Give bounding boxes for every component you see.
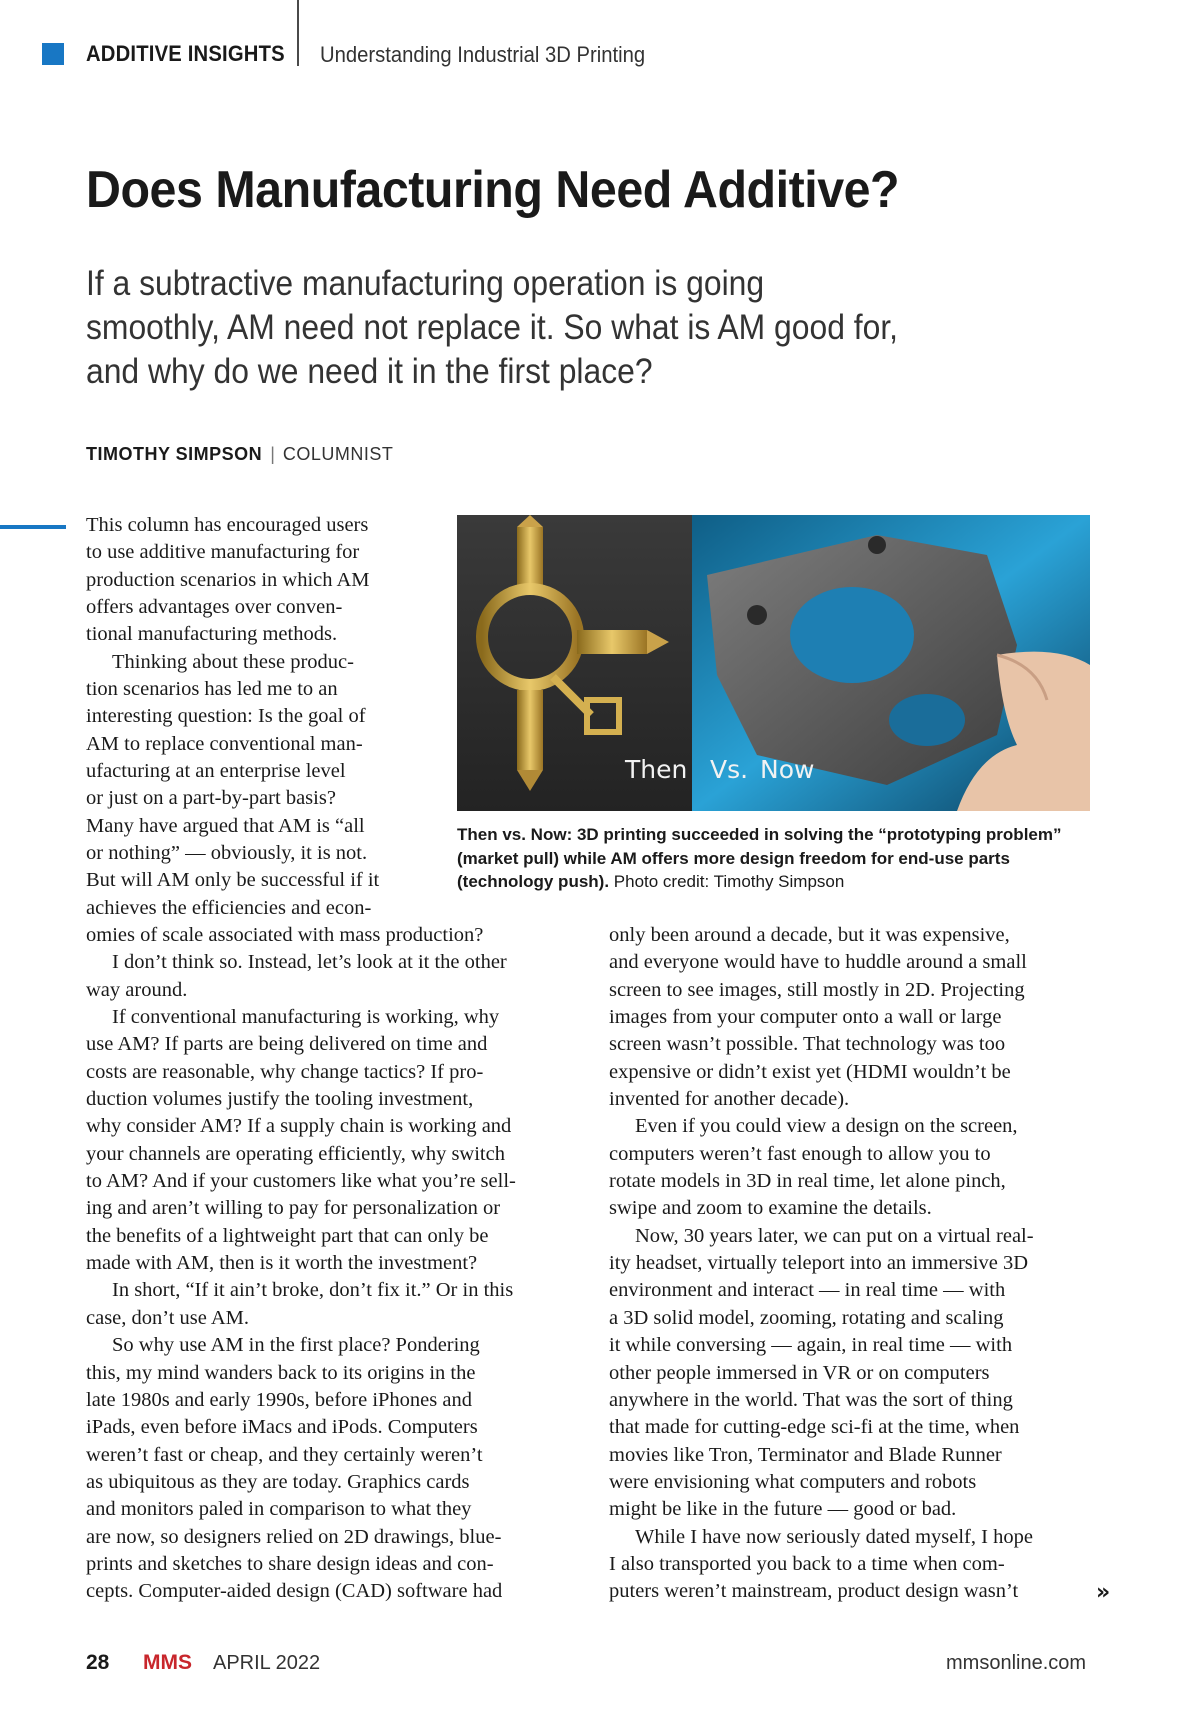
continue-arrow-icon: » bbox=[1096, 1580, 1111, 1605]
body-line: duction volumes justify the tooling investment, bbox=[86, 1088, 474, 1111]
body-line: images from your computer onto a wall or large bbox=[609, 1006, 1002, 1029]
body-line: it while conversing — again, in real time — with bbox=[609, 1334, 1013, 1357]
body-line: anywhere in the world. That was the sort of thing bbox=[609, 1388, 1013, 1411]
section-subtitle: Understanding Industrial 3D Printing bbox=[320, 42, 646, 67]
body-line: This column has encouraged users bbox=[86, 514, 369, 536]
body-line: to use additive manufacturing for bbox=[86, 541, 360, 564]
body-line: offers advantages over conven- bbox=[86, 596, 343, 619]
page-number: 28 bbox=[86, 1651, 110, 1674]
body-line: I don’t think so. Instead, let’s look at it the other bbox=[112, 951, 507, 974]
body-line: Even if you could view a design on the screen, bbox=[635, 1115, 1018, 1138]
body-line: environment and interact — in real time — with bbox=[609, 1279, 1006, 1302]
body-line: that made for cutting-edge sci-fi at the time, when bbox=[609, 1416, 1020, 1439]
body-line: I also transported you back to a time when com- bbox=[609, 1552, 1005, 1575]
body-line: made with AM, then is it worth the investment? bbox=[86, 1252, 478, 1275]
body-line: other people immersed in VR or on computers bbox=[609, 1361, 990, 1384]
issue-date: APRIL 2022 bbox=[213, 1652, 321, 1674]
body-line: costs are reasonable, why change tactics? If pro- bbox=[86, 1060, 484, 1083]
overlay-now: Now bbox=[760, 755, 815, 784]
body-line: expensive or didn’t exist yet (HDMI wouldn’t be bbox=[609, 1060, 1011, 1083]
article-deck bbox=[86, 262, 932, 394]
body-line: production scenarios in which AM bbox=[86, 568, 370, 591]
body-line: screen to see images, still mostly in 2D. Projecting bbox=[609, 978, 1025, 1001]
body-line: only been around a decade, but it was expensive, bbox=[609, 924, 1010, 946]
deck-line: If a subtractive manufacturing operation is going bbox=[86, 264, 765, 303]
body-line: way around. bbox=[86, 978, 188, 1001]
body-line: might be like in the future — good or bad. bbox=[609, 1498, 957, 1521]
body-line: tion scenarios has led me to an bbox=[86, 678, 338, 701]
body-line: weren’t fast or cheap, and they certainly weren’t bbox=[86, 1443, 483, 1466]
article-title: Does Manufacturing Need Additive? bbox=[86, 161, 900, 219]
body-line: So why use AM in the first place? Pondering bbox=[112, 1334, 480, 1357]
body-line: this, my mind wanders back to its origins in the bbox=[86, 1361, 476, 1384]
body-line: or just on a part-by-part basis? bbox=[86, 787, 336, 810]
body-line: AM to replace conventional man- bbox=[86, 732, 363, 755]
then-vs-now-photo bbox=[457, 515, 1090, 811]
body-line: achieves the efficiencies and econ- bbox=[86, 896, 372, 919]
body-line: iPads, even before iMacs and iPods. Computers bbox=[86, 1416, 478, 1439]
deck-line: smoothly, AM need not replace it. So what is AM good for, bbox=[86, 308, 899, 347]
caption-text: Then vs. Now: 3D printing succeeded in solving the “prototyping problem” (market pull) while AM offers more design freedom for end-use parts (technology push). bbox=[457, 825, 1062, 891]
body-line: your channels are operating efficiently, why switch bbox=[86, 1142, 505, 1165]
section-marker-square bbox=[42, 43, 64, 65]
photo-credit: Photo credit: Timothy Simpson bbox=[613, 872, 845, 891]
body-line: ity headset, virtually teleport into an immersive 3D bbox=[609, 1252, 1029, 1275]
body-line: Thinking about these produc- bbox=[112, 650, 354, 673]
header-divider bbox=[297, 0, 299, 66]
body-line: computers weren’t fast enough to allow you to bbox=[609, 1142, 991, 1165]
body-line: screen wasn’t possible. That technology was too bbox=[609, 1033, 1006, 1056]
overlay-vs: Vs. bbox=[710, 755, 749, 784]
body-line: prints and sketches to share design ideas and con- bbox=[86, 1552, 494, 1575]
body-line: and everyone would have to huddle around a small bbox=[609, 951, 1027, 974]
body-line: tional manufacturing methods. bbox=[86, 623, 338, 646]
body-line: ufacturing at an enterprise level bbox=[86, 760, 346, 783]
body-line: If conventional manufacturing is working, why bbox=[112, 1006, 500, 1029]
body-line: While I have now seriously dated myself, I hope bbox=[635, 1525, 1033, 1548]
body-line: cepts. Computer-aided design (CAD) software had bbox=[86, 1580, 503, 1603]
author-role: COLUMNIST bbox=[282, 444, 394, 464]
body-line: late 1980s and early 1990s, before iPhones and bbox=[86, 1388, 472, 1411]
body-line: are now, so designers relied on 2D drawings, blue- bbox=[86, 1525, 502, 1548]
body-line: omies of scale associated with mass production? bbox=[86, 924, 484, 946]
body-line: case, don’t use AM. bbox=[86, 1306, 250, 1329]
accent-rule bbox=[0, 525, 66, 529]
body-line: or nothing” — obviously, it is not. bbox=[86, 842, 368, 865]
body-line: swipe and zoom to examine the details. bbox=[609, 1197, 932, 1220]
body-line: the benefits of a lightweight part that can only be bbox=[86, 1224, 489, 1247]
body-line: movies like Tron, Terminator and Blade Runner bbox=[609, 1443, 1002, 1466]
body-line: as ubiquitous as they are today. Graphics cards bbox=[86, 1470, 470, 1493]
body-line: Many have argued that AM is “all bbox=[86, 814, 365, 837]
website-link[interactable]: mmsonline.com bbox=[946, 1652, 1087, 1674]
body-column-intro bbox=[86, 512, 379, 922]
section-label: ADDITIVE INSIGHTS bbox=[86, 41, 285, 66]
body-line: why consider AM? If a supply chain is working and bbox=[86, 1115, 512, 1138]
body-line: ing and aren’t willing to pay for personalization or bbox=[86, 1197, 501, 1220]
magazine-brand: MMS bbox=[143, 1651, 192, 1674]
body-line: a 3D solid model, zooming, rotating and scaling bbox=[609, 1306, 1004, 1329]
body-line: puters weren’t mainstream, product design wasn’t bbox=[609, 1580, 1019, 1603]
body-line: Now, 30 years later, we can put on a virtual real- bbox=[635, 1224, 1034, 1247]
byline bbox=[86, 444, 393, 465]
author-name: TIMOTHY SIMPSON bbox=[86, 444, 263, 464]
body-line: were envisioning what computers and robots bbox=[609, 1470, 977, 1493]
body-line: invented for another decade). bbox=[609, 1088, 850, 1111]
body-line: rotate models in 3D in real time, let alone pinch, bbox=[609, 1170, 1006, 1193]
body-line: and monitors paled in comparison to what they bbox=[86, 1498, 472, 1521]
body-line: to AM? And if your customers like what you’re sell- bbox=[86, 1170, 516, 1193]
overlay-then: Then bbox=[625, 755, 688, 784]
body-column-right bbox=[609, 922, 1034, 1606]
body-line: interesting question: Is the goal of bbox=[86, 705, 366, 728]
figure-caption bbox=[457, 823, 1097, 894]
byline-separator: | bbox=[270, 444, 275, 464]
deck-line: and why do we need it in the first place? bbox=[86, 352, 653, 391]
body-line: In short, “If it ain’t broke, don’t fix it.” Or in this bbox=[112, 1279, 514, 1302]
body-line: But will AM only be successful if it bbox=[86, 869, 380, 892]
body-line: use AM? If parts are being delivered on time and bbox=[86, 1033, 488, 1056]
body-column-left bbox=[86, 922, 516, 1606]
